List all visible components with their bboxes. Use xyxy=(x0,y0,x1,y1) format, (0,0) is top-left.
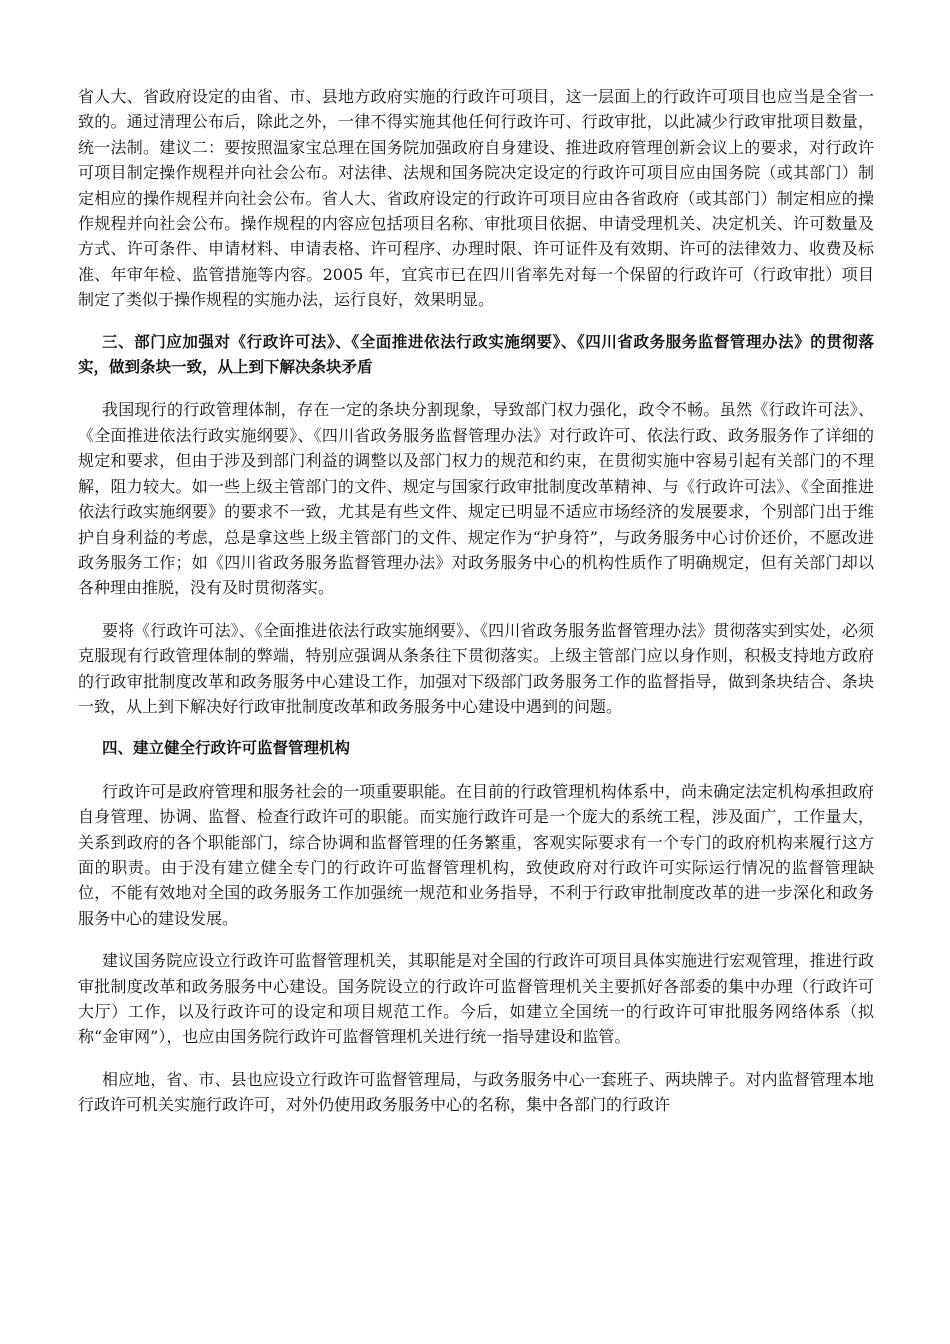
paragraph-local-bureaus: 相应地，省、市、县也应设立行政许可监督管理局，与政务服务中心一套班子、两块牌子。对内监督管理本地行政许可机关实施行政许可，对外仍使用政务服务中心的名称，集中各部门的行政许 xyxy=(78,1069,874,1115)
paragraph-continuation: 省人大、省政府设定的由省、市、县地方政府实施的行政许可项目，这一层面上的行政许可项目也应当是全省一致的。通过清理公布后，除此之外，一律不得实施其他任何行政许可、行政审批，以此减少行政审批项目数量，统一法制。建议二：要按照温家宝总理在国务院加强政府自身建设、推进政府管理创新会议上的要求，对行政许可项目制定操作规程并向社会公布。对法律、法规和国务院决定设定的行政许可项目应由国务院（或其部门）制定相应的操作规程并向社会公布。省人大、省政府设定的行政许可项目应由各省政府（或其部门）制定相应的操作规程并向社会公布。操作规程的内容应包括项目名称、审批项目依据、申请受理机关、决定机关、许可数量及方式、许可条件、申请材料、申请表格、许可程序、办理时限、许可证件及有效期、许可的法律效力、收费及标准、年审年检、监管措施等内容。2005 年，宜宾市已在四川省率先对每一个保留的行政许可（行政审批）项目制定了类似于操作规程的实施办法，运行良好，效果明显。 xyxy=(78,87,874,310)
paragraph-implementation: 要将《行政许可法》、《全面推进依法行政实施纲要》、《四川省政务服务监督管理办法》贯彻落实到实处，必须克服现有行政管理体制的弊端，特别应强调从条条往下贯彻落实。上级主管部门应以身作则，积极支持地方政府的行政审批制度改革和政务服务中心建设工作，加强对下级部门政务服务工作的监督指导，做到条块结合、条块一致，从上到下解决好行政审批制度改革和政务服务中心建设中遇到的问题。 xyxy=(78,620,874,716)
section-heading-3: 三、部门应加强对《行政许可法》、《全面推进依法行政实施纲要》、《四川省政务服务监督管理办法》的贯彻落实，做到条块一致，从上到下解决条块矛盾 xyxy=(78,332,874,377)
paragraph-state-council-proposal: 建议国务院应设立行政许可监督管理机关，其职能是对全国的行政许可项目具体实施进行宏观管理，推进行政审批制度改革和政务服务中心建设。国务院设立的行政许可监督管理机关主要抓好各部委的集中办理（行政许可大厅）工作，以及行政许可的设定和项目规范工作。今后，如建立全国统一的行政许可审批服务网络体系（拟称“金审网”），也应由国务院行政许可监督管理机关进行统一指导建设和监管。 xyxy=(78,951,874,1047)
section-heading-4: 四、建立健全行政许可监督管理机构 xyxy=(102,739,351,758)
paragraph-admin-system: 我国现行的行政管理体制，存在一定的条块分割现象，导致部门权力强化，政令不畅。虽然《行政许可法》、《全面推进依法行政实施纲要》、《四川省政务服务监督管理办法》对行政许可、依法行政、政务服务作了详细的规定和要求，但由于涉及到部门利益的调整以及部门权力的规范和约束，在贯彻实施中容易引起有关部门的不理解，阻力较大。如一些上级主管部门的文件、规定与国家行政审批制度改革精神、与《行政许可法》、《全面推进依法行政实施纲要》的要求不一致，尤其是有些文件、规定已明显不适应市场经济的发展要求，个别部门出于维护自身利益的考虑，总是拿这些上级主管部门的文件、规定作为“护身符”，与政务服务中心讨价还价，不愿改进政务服务工作；如《四川省政务服务监督管理办法》对政务服务中心的机构性质作了明确规定，但有关部门却以各种理由推脱，没有及时贯彻落实。 xyxy=(78,400,874,598)
document-page xyxy=(78,84,874,1135)
paragraph-licensing-role: 行政许可是政府管理和服务社会的一项重要职能。在目前的行政管理机构体系中，尚未确定法定机构承担政府自身管理、协调、监督、检查行政许可的职能。而实施行政许可是一个庞大的系统工程，涉及面广，工作量大，关系到政府的各个职能部门，综合协调和监督管理的任务繁重，客观实际要求有一个专门的政府机构来履行这方面的职责。由于没有建立健全专门的行政许可监督管理机构，致使政府对行政许可实际运行情况的监督管理缺位，不能有效地对全国的政务服务工作加强统一规范和业务指导，不利于行政审批制度改革的进一步深化和政务服务中心的建设发展。 xyxy=(78,781,874,928)
